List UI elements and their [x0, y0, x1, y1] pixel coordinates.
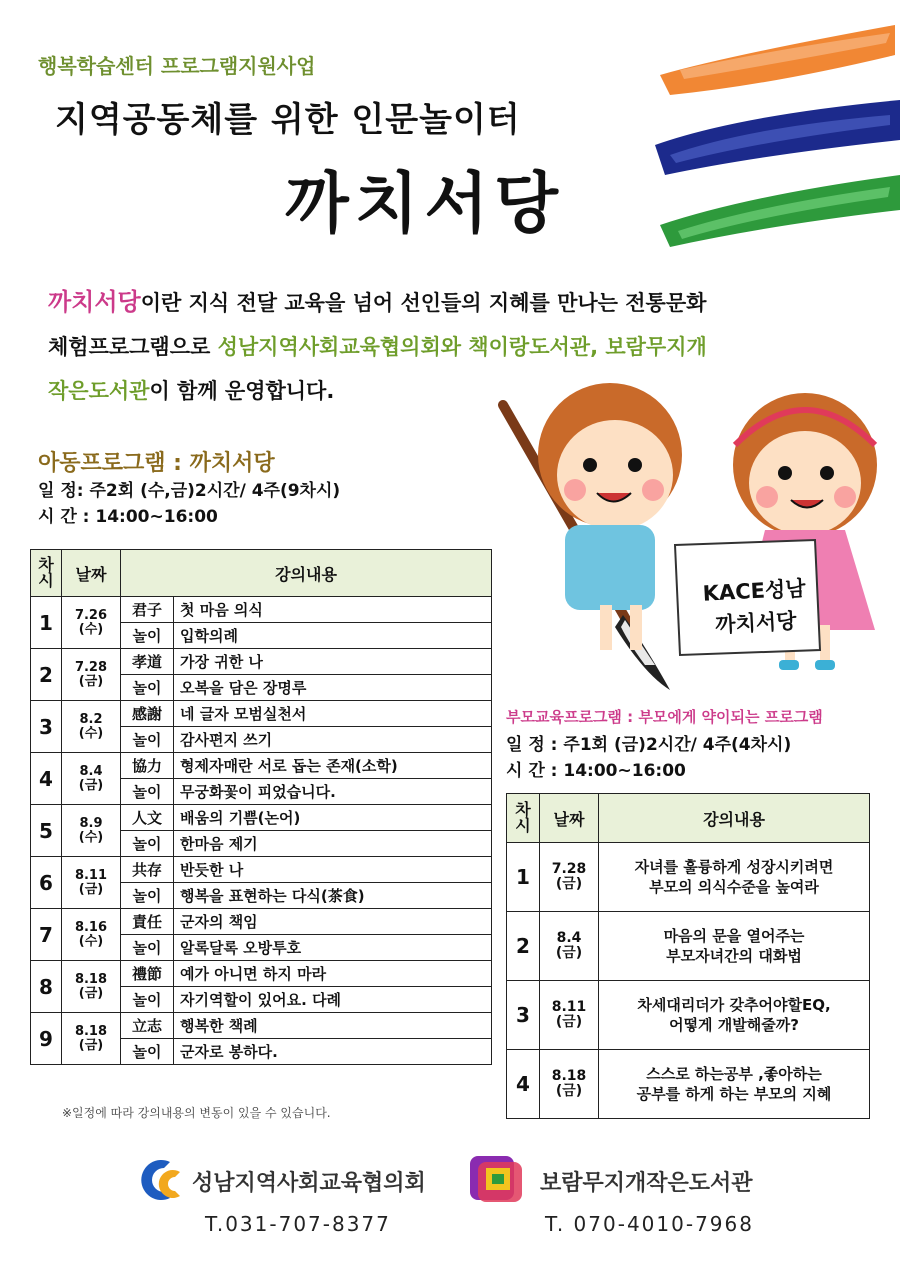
session-category: 놀이 [121, 779, 174, 805]
table-row [31, 701, 492, 727]
session-topic: 한마음 제기 [174, 831, 492, 857]
council-name: 성남지역사회교육협의회 [192, 1171, 426, 1196]
intro-paragraph: 까치서당이란 지식 전달 교육을 넘어 선인들의 지혜를 만나는 전통문화 체험프로그램으로 성남지역사회교육협의회와 책이랑도서관, 보람무지개 작은도서관이 함께 운영합니다. [48, 288, 707, 403]
session-number: 2 [507, 912, 540, 981]
headline: 지역공동체를 위한 인문놀이터 [55, 100, 521, 140]
header-session: 차시 [507, 794, 540, 843]
child-program-info: 일 정: 주2회 (수,금)2시간/ 4주(9차시) 시 간 : 14:00~16:00 [38, 481, 341, 527]
session-category: 禮節 [121, 961, 174, 987]
session-category: 놀이 [121, 935, 174, 961]
session-category: 놀이 [121, 883, 174, 909]
session-number: 2 [31, 649, 62, 701]
header-date: 날짜 [540, 794, 599, 843]
sign-text: KACE성남 까치서당 [702, 576, 807, 638]
session-topic: 군자로 봉하다. [174, 1039, 492, 1065]
session-topic: 오복을 담은 장명루 [174, 675, 492, 701]
council-logo-icon [130, 1158, 186, 1202]
session-date: 8.16 (수) [62, 909, 121, 961]
session-number: 5 [31, 805, 62, 857]
session-date: 8.18 (금) [62, 1013, 121, 1065]
session-number: 8 [31, 961, 62, 1013]
brush-strokes-graphic [650, 15, 905, 250]
child-program-title: 아동프로그램 : 까치서당 [38, 451, 275, 476]
session-category: 孝道 [121, 649, 174, 675]
session-number: 4 [507, 1050, 540, 1119]
session-date: 7.28 (금) [62, 649, 121, 701]
session-topic: 첫 마음 의식 [174, 597, 492, 623]
session-number: 4 [31, 753, 62, 805]
session-number: 3 [507, 981, 540, 1050]
session-topic: 마음의 문을 열어주는 부모자녀간의 대화법 [599, 912, 870, 981]
session-date: 8.4 (금) [540, 912, 599, 981]
table-row [31, 649, 492, 675]
header-content: 강의내용 [121, 550, 492, 597]
session-topic: 행복을 표현하는 다식(茶食) [174, 883, 492, 909]
session-topic: 차세대리더가 갖추어야할EQ, 어떻게 개발해줄까? [599, 981, 870, 1050]
table-row [31, 753, 492, 779]
parent-program-info: 일 정 : 주1회 (금)2시간/ 4주(4차시) 시 간 : 14:00~16:00 [506, 735, 792, 781]
session-category: 놀이 [121, 727, 174, 753]
session-date: 8.18 (금) [62, 961, 121, 1013]
table-row [31, 597, 492, 623]
session-topic: 형제자매란 서로 돕는 존재(소학) [174, 753, 492, 779]
table-row [507, 1050, 870, 1119]
session-topic: 자기역할이 있어요. 다례 [174, 987, 492, 1013]
parent-program-title: 부모교육프로그램 : 부모에게 약이되는 프로그램 [506, 708, 823, 726]
table-row [507, 912, 870, 981]
children-illustration [495, 365, 900, 705]
subtitle: 행복학습센터 프로그램지원사업 [38, 54, 316, 78]
session-topic: 스스로 하는공부 ,좋아하는 공부를 하게 하는 부모의 지혜 [599, 1050, 870, 1119]
session-topic: 입학의례 [174, 623, 492, 649]
session-number: 1 [31, 597, 62, 649]
session-category: 놀이 [121, 831, 174, 857]
session-topic: 예가 아니면 하지 마라 [174, 961, 492, 987]
session-topic: 무궁화꽃이 피었습니다. [174, 779, 492, 805]
library-phone: T. 070-4010-7968 [545, 1212, 754, 1236]
parent-program-table [506, 793, 870, 1119]
council-phone: T.031-707-8377 [205, 1212, 391, 1236]
session-category: 놀이 [121, 1039, 174, 1065]
table-row [507, 843, 870, 912]
intro-brand: 까치서당 [48, 288, 141, 316]
session-topic: 자녀를 훌륭하게 성장시키려면 부모의 의식수준을 높여라 [599, 843, 870, 912]
session-category: 感謝 [121, 701, 174, 727]
table-row [31, 857, 492, 883]
session-number: 1 [507, 843, 540, 912]
session-number: 6 [31, 857, 62, 909]
session-date: 8.11 (금) [62, 857, 121, 909]
session-category: 놀이 [121, 675, 174, 701]
library-logo-icon [466, 1150, 526, 1206]
session-number: 9 [31, 1013, 62, 1065]
session-topic: 가장 귀한 나 [174, 649, 492, 675]
session-topic: 네 글자 모범실천서 [174, 701, 492, 727]
table-row [31, 961, 492, 987]
session-category: 共存 [121, 857, 174, 883]
table-row [31, 805, 492, 831]
session-date: 7.26 (수) [62, 597, 121, 649]
session-date: 8.9 (수) [62, 805, 121, 857]
session-category: 人文 [121, 805, 174, 831]
table-row [507, 981, 870, 1050]
session-number: 3 [31, 701, 62, 753]
child-program-table [30, 549, 492, 1065]
header-session: 차시 [31, 550, 62, 597]
session-date: 8.4 (금) [62, 753, 121, 805]
header-content: 강의내용 [599, 794, 870, 843]
session-category: 立志 [121, 1013, 174, 1039]
session-topic: 행복한 책례 [174, 1013, 492, 1039]
session-topic: 군자의 책임 [174, 909, 492, 935]
table-row [31, 909, 492, 935]
session-category: 責任 [121, 909, 174, 935]
schedule-note: ※일정에 따라 강의내용의 변동이 있을 수 있습니다. [62, 1106, 331, 1120]
session-date: 8.2 (수) [62, 701, 121, 753]
session-topic: 감사편지 쓰기 [174, 727, 492, 753]
main-title: 까치서당 [285, 165, 565, 242]
session-topic: 배움의 기쁨(논어) [174, 805, 492, 831]
session-number: 7 [31, 909, 62, 961]
session-date: 8.11 (금) [540, 981, 599, 1050]
header-date: 날짜 [62, 550, 121, 597]
session-category: 協力 [121, 753, 174, 779]
session-category: 놀이 [121, 623, 174, 649]
session-topic: 알록달록 오방투호 [174, 935, 492, 961]
table-row [31, 1013, 492, 1039]
session-date: 8.18 (금) [540, 1050, 599, 1119]
session-date: 7.28 (금) [540, 843, 599, 912]
session-category: 君子 [121, 597, 174, 623]
session-category: 놀이 [121, 987, 174, 1013]
session-topic: 반듯한 나 [174, 857, 492, 883]
library-name: 보람무지개작은도서관 [540, 1171, 753, 1196]
